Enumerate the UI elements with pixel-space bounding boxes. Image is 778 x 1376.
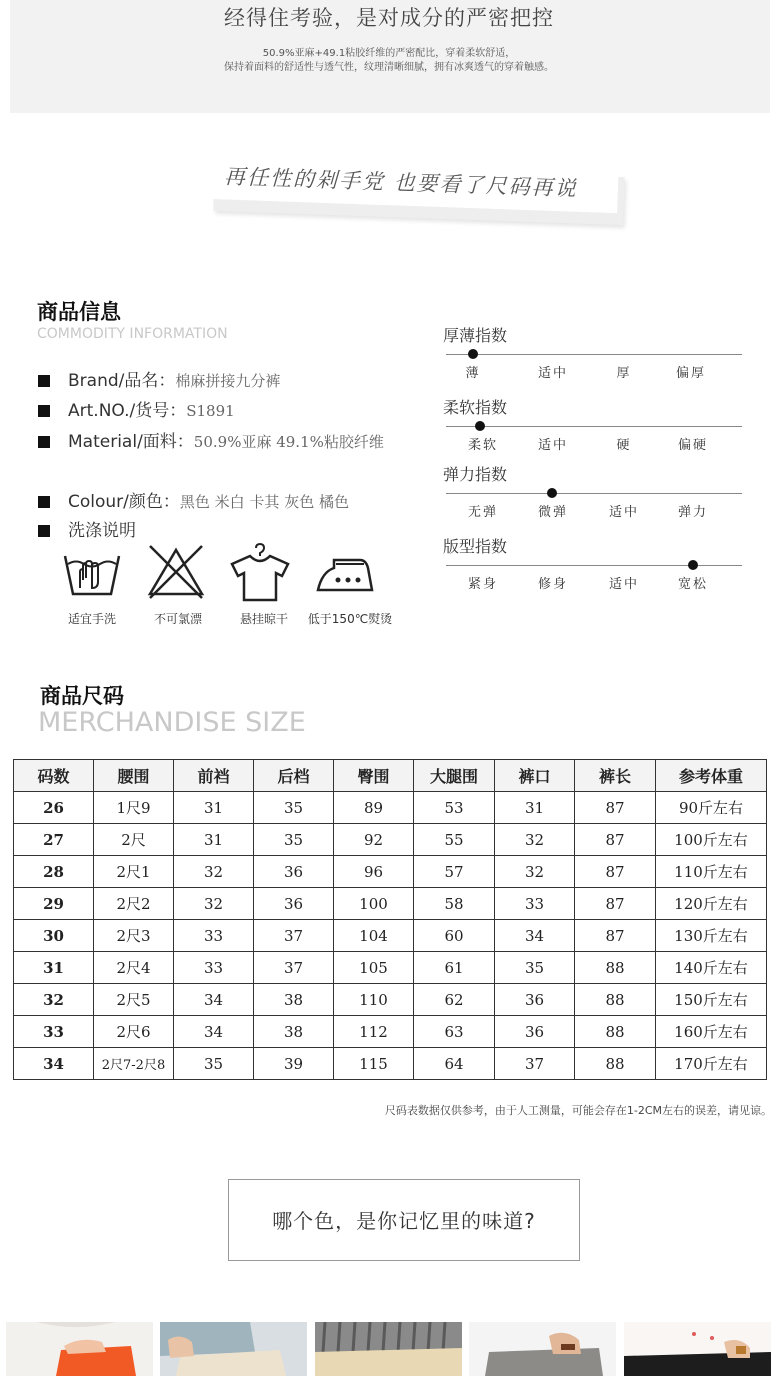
table-cell: 35	[254, 792, 334, 824]
table-cell: 2尺7-2尺8	[94, 1048, 174, 1080]
table-cell: 63	[414, 1016, 495, 1048]
index-label: 紧身	[467, 577, 498, 592]
table-cell: 62	[414, 984, 495, 1016]
brand-label: Brand/品名：	[68, 371, 176, 391]
table-cell: 36	[495, 1016, 575, 1048]
table-cell: 32	[495, 856, 575, 888]
table-cell: 60	[414, 920, 495, 952]
colour-row	[38, 487, 349, 512]
size-title: 商品尺码	[40, 684, 124, 708]
table-cell: 37	[254, 952, 334, 984]
table-cell: 2尺3	[94, 920, 174, 952]
colour-label: Colour/颜色：	[68, 492, 180, 512]
index-label: 薄	[465, 366, 481, 381]
header-cell: 腰围	[94, 760, 174, 792]
table-cell: 87	[575, 888, 656, 920]
size-code-cell: 32	[14, 984, 94, 1016]
table-cell: 32	[495, 824, 575, 856]
index-title-elasticity: 弹力指数	[443, 465, 508, 484]
table-cell: 36	[254, 856, 334, 888]
wash-label: 洗涤说明	[68, 521, 136, 541]
table-cell: 35	[254, 824, 334, 856]
wash-row	[38, 516, 136, 541]
table-cell: 112	[334, 1016, 414, 1048]
table-cell: 89	[334, 792, 414, 824]
header-cell: 后档	[254, 760, 334, 792]
table-cell: 130斤左右	[656, 920, 767, 952]
index-title-thickness: 厚薄指数	[443, 326, 508, 345]
index-marker-fit	[688, 560, 698, 570]
photo-gray-image	[469, 1322, 616, 1376]
hang-dry-icon	[230, 542, 290, 602]
table-cell: 32	[174, 856, 254, 888]
banner-desc-line2: 保持着面料的舒适性与透气性，纹理清晰细腻，拥有冰爽透气的穿着触感。	[224, 62, 554, 73]
photo-khaki[interactable]	[315, 1322, 462, 1376]
no-bleach-icon	[146, 542, 206, 602]
size-code-cell: 26	[14, 792, 94, 824]
table-cell: 31	[495, 792, 575, 824]
table-row	[14, 792, 767, 824]
brand-row	[38, 366, 280, 391]
table-cell: 88	[575, 952, 656, 984]
table-cell: 88	[575, 1016, 656, 1048]
table-cell: 58	[414, 888, 495, 920]
table-cell: 64	[414, 1048, 495, 1080]
table-cell: 87	[575, 856, 656, 888]
index-label: 无弹	[467, 505, 498, 520]
art-value: S1891	[186, 402, 235, 420]
material-value: 50.9%亚麻 49.1%粘胶纤维	[193, 433, 384, 451]
table-cell: 2尺6	[94, 1016, 174, 1048]
table-cell: 87	[575, 792, 656, 824]
size-code-cell: 29	[14, 888, 94, 920]
table-row	[14, 824, 767, 856]
index-title-softness: 柔软指数	[443, 398, 508, 417]
table-cell: 32	[174, 888, 254, 920]
table-cell: 55	[414, 824, 495, 856]
table-cell: 36	[254, 888, 334, 920]
care-label-hang-dry: 悬挂晾干	[239, 612, 288, 626]
size-code-cell: 31	[14, 952, 94, 984]
table-cell: 100	[334, 888, 414, 920]
table-cell: 105	[334, 952, 414, 984]
material-row	[38, 427, 384, 452]
table-row	[14, 1016, 767, 1048]
table-cell: 160斤左右	[656, 1016, 767, 1048]
material-label: Material/面料：	[68, 432, 194, 452]
bullet-square	[38, 436, 50, 448]
slogan-text: 再任性的剁手党 也要看了尺码再说	[205, 153, 618, 213]
index-line-softness	[446, 426, 742, 427]
table-cell: 88	[575, 1048, 656, 1080]
table-cell: 53	[414, 792, 495, 824]
info-title: 商品信息	[37, 300, 121, 324]
size-subtitle: MERCHANDISE SIZE	[38, 707, 306, 738]
table-row	[14, 888, 767, 920]
brand-value: 棉麻拼接九分裤	[175, 372, 281, 390]
size-code-cell: 30	[14, 920, 94, 952]
table-cell: 87	[575, 920, 656, 952]
photo-gray[interactable]	[469, 1322, 616, 1376]
care-label-iron: 低于150℃熨烫	[307, 612, 393, 626]
care-label-hand-wash: 适宜手洗	[67, 612, 116, 626]
photo-orange-image	[6, 1322, 153, 1376]
index-label: 适中	[608, 505, 639, 520]
table-row	[14, 856, 767, 888]
index-label: 厚	[616, 366, 632, 381]
bullet-square	[38, 525, 50, 537]
table-cell: 31	[174, 824, 254, 856]
table-cell: 57	[414, 856, 495, 888]
table-cell: 140斤左右	[656, 952, 767, 984]
banner-desc-line1: 50.9%亚麻+49.1粘胶纤维的严密配比，穿着柔软舒适，	[262, 48, 516, 59]
table-row	[14, 984, 767, 1016]
hand-wash-icon	[62, 542, 122, 602]
table-cell: 2尺2	[94, 888, 174, 920]
index-label: 适中	[537, 366, 568, 381]
index-label: 适中	[608, 577, 639, 592]
bullet-square	[38, 375, 50, 387]
header-cell: 裤长	[575, 760, 656, 792]
table-cell: 38	[254, 1016, 334, 1048]
table-cell: 38	[254, 984, 334, 1016]
table-row	[14, 920, 767, 952]
table-cell: 31	[174, 792, 254, 824]
size-code-cell: 33	[14, 1016, 94, 1048]
table-cell: 33	[495, 888, 575, 920]
table-cell: 37	[254, 920, 334, 952]
info-subtitle: COMMODITY INFORMATION	[37, 326, 228, 342]
table-cell: 100斤左右	[656, 824, 767, 856]
colour-value: 黑色 米白 卡其 灰色 橘色	[179, 493, 349, 511]
photo-khaki-image	[315, 1322, 462, 1376]
table-cell: 96	[334, 856, 414, 888]
table-row	[14, 1048, 767, 1080]
iron-icon	[314, 542, 374, 602]
index-line-thickness	[446, 354, 742, 355]
index-marker-thickness	[468, 349, 478, 359]
index-label: 适中	[537, 438, 568, 453]
header-cell: 前裆	[174, 760, 254, 792]
index-label: 偏硬	[677, 438, 708, 453]
size-note: 尺码表数据仅供参考，由于人工测量，可能会存在1-2CM左右的误差，请见谅。	[384, 1104, 772, 1117]
index-line-elasticity	[446, 493, 742, 494]
photo-orange[interactable]	[6, 1322, 153, 1376]
index-marker-elasticity	[547, 488, 557, 498]
table-cell: 104	[334, 920, 414, 952]
table-cell: 2尺5	[94, 984, 174, 1016]
index-title-fit: 版型指数	[443, 537, 508, 556]
table-cell: 37	[495, 1048, 575, 1080]
table-cell: 33	[174, 952, 254, 984]
size-table	[13, 759, 767, 1080]
index-label: 硬	[616, 438, 632, 453]
header-cell: 裤口	[495, 760, 575, 792]
table-cell: 1尺9	[94, 792, 174, 824]
table-row	[14, 952, 767, 984]
index-label: 弹力	[677, 505, 708, 520]
table-cell: 33	[174, 920, 254, 952]
header-cell: 大腿围	[414, 760, 495, 792]
bullet-square	[38, 405, 50, 417]
table-cell: 39	[254, 1048, 334, 1080]
color-question-box: 哪个色，是你记忆里的味道?	[228, 1179, 580, 1261]
care-label-no-bleach: 不可氯漂	[153, 612, 202, 626]
size-code-cell: 34	[14, 1048, 94, 1080]
photo-beige-image	[160, 1322, 307, 1376]
table-cell: 61	[414, 952, 495, 984]
table-cell: 110斤左右	[656, 856, 767, 888]
table-cell: 92	[334, 824, 414, 856]
table-cell: 36	[495, 984, 575, 1016]
table-cell: 2尺1	[94, 856, 174, 888]
index-label: 宽松	[677, 577, 708, 592]
index-label: 柔软	[467, 438, 498, 453]
table-cell: 34	[495, 920, 575, 952]
photo-black-image	[624, 1322, 771, 1376]
bullet-square	[38, 496, 50, 508]
table-cell: 115	[334, 1048, 414, 1080]
table-cell: 88	[575, 984, 656, 1016]
index-label: 偏厚	[675, 366, 706, 381]
header-cell: 参考体重	[656, 760, 767, 792]
index-label: 微弹	[537, 505, 568, 520]
table-cell: 90斤左右	[656, 792, 767, 824]
photo-beige[interactable]	[160, 1322, 307, 1376]
header-cell: 臀围	[334, 760, 414, 792]
photo-black[interactable]	[624, 1322, 771, 1376]
table-cell: 87	[575, 824, 656, 856]
art-label: Art.NO./货号：	[68, 401, 187, 421]
table-cell: 2尺4	[94, 952, 174, 984]
table-cell: 35	[174, 1048, 254, 1080]
art-row	[38, 396, 235, 421]
table-cell: 2尺	[94, 824, 174, 856]
table-cell: 110	[334, 984, 414, 1016]
table-cell: 35	[495, 952, 575, 984]
table-cell: 34	[174, 1016, 254, 1048]
table-cell: 120斤左右	[656, 888, 767, 920]
size-table-header-row	[14, 760, 767, 792]
size-code-cell: 28	[14, 856, 94, 888]
header-cell: 码数	[14, 760, 94, 792]
banner-title: 经得住考验，是对成分的严密把控	[224, 6, 554, 30]
table-cell: 150斤左右	[656, 984, 767, 1016]
table-cell: 170斤左右	[656, 1048, 767, 1080]
table-cell: 34	[174, 984, 254, 1016]
index-label: 修身	[537, 577, 568, 592]
size-code-cell: 27	[14, 824, 94, 856]
index-marker-softness	[475, 421, 485, 431]
